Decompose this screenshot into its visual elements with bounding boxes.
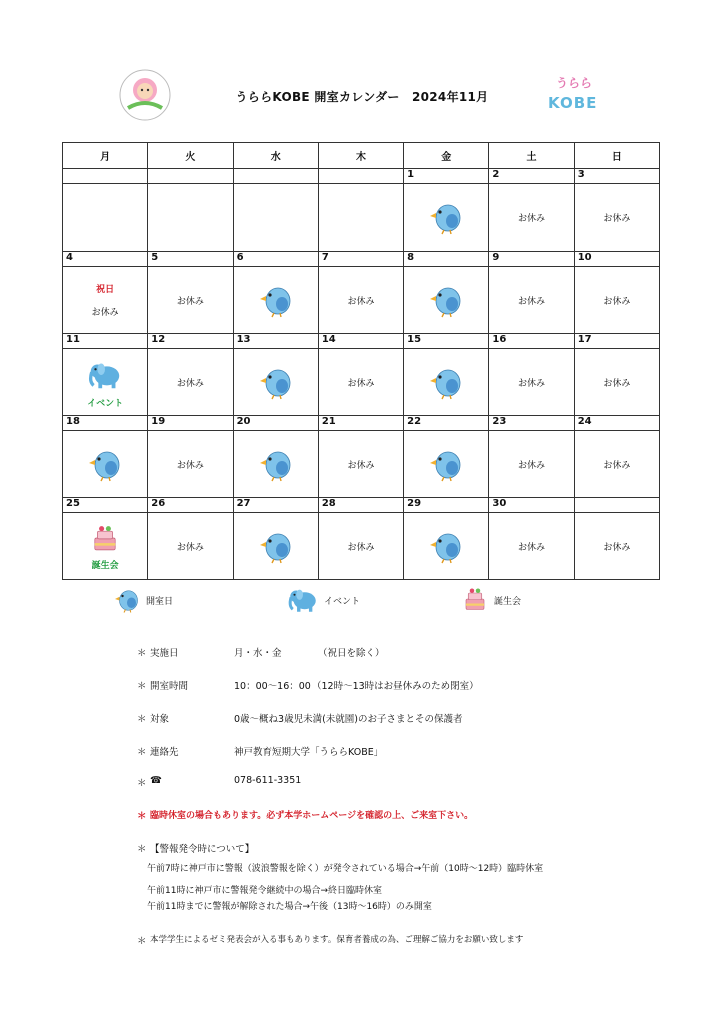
info-tel-value: 078-611-3351 (234, 775, 302, 786)
info-hours-note: （12時～13時はお昼休みのため閉室） (312, 681, 479, 692)
date-number: 5 (148, 252, 233, 267)
day-cell (233, 267, 318, 334)
day-content-row (63, 513, 660, 580)
legend-event-label: イベント (324, 596, 361, 607)
date-number-row (63, 252, 660, 267)
closed-label: お休み (603, 214, 631, 224)
closed-label: お休み (603, 378, 631, 389)
warning-line-3: 午前11時までに警報が解除された場合→午後（13時～16時）のみ開室 (147, 902, 432, 912)
closed-label: お休み (176, 378, 204, 389)
day-cell (489, 513, 574, 580)
date-number: 29 (404, 498, 489, 513)
day-cell (233, 513, 318, 580)
notice-star: ＊ (137, 811, 147, 822)
cake-icon (88, 521, 122, 558)
day-cell (233, 349, 318, 416)
closed-label: お休み (176, 296, 204, 307)
day-cell (404, 349, 489, 416)
info-contact-label: 連絡先 (150, 747, 179, 758)
logo-right-top: うらら (556, 76, 593, 90)
info-contact-value: 神戸教育短期大学「うららKOBE」 (234, 747, 384, 758)
bird-icon (256, 525, 296, 568)
date-number: 11 (63, 334, 148, 349)
weekday-sat: 土 (489, 143, 574, 169)
info-days-label: 実施日 (150, 648, 179, 659)
legend-open-day (108, 583, 173, 617)
day-cell (318, 431, 403, 498)
closed-label: お休み (176, 542, 204, 553)
date-number-row (63, 416, 660, 431)
date-number: 8 (404, 252, 489, 267)
date-number: 12 (148, 334, 233, 349)
day-content-row (63, 431, 660, 498)
day-cell (574, 267, 659, 334)
day-cell (148, 184, 233, 252)
day-cell (489, 184, 574, 252)
date-number (63, 169, 148, 184)
closed-label: お休み (603, 542, 631, 553)
date-number: 26 (148, 498, 233, 513)
closed-label: お休み (518, 542, 546, 553)
date-number: 24 (574, 416, 659, 431)
day-cell (574, 349, 659, 416)
info-target-label: 対象 (150, 714, 170, 725)
bird-icon (256, 279, 296, 322)
closed-label: お休み (91, 308, 119, 318)
closed-label: お休み (176, 460, 204, 471)
date-number: 13 (233, 334, 318, 349)
date-number: 27 (233, 498, 318, 513)
day-cell (489, 349, 574, 416)
closed-label: お休み (347, 296, 375, 307)
day-cell (233, 431, 318, 498)
date-number: 19 (148, 416, 233, 431)
day-cell (63, 184, 148, 252)
date-number-row (63, 334, 660, 349)
date-number: 15 (404, 334, 489, 349)
weekday-wed: 水 (233, 143, 318, 169)
date-number: 16 (489, 334, 574, 349)
day-cell (148, 267, 233, 334)
closed-label: お休み (518, 296, 546, 307)
info-contact-star: ＊ (137, 747, 147, 758)
bird-icon (426, 443, 466, 486)
elephant-icon (86, 355, 124, 396)
closed-label: お休み (518, 378, 546, 389)
page-title: うららKOBE 開室カレンダー 2024年11月 (235, 90, 489, 104)
warning-star: ＊ (137, 844, 147, 855)
day-cell (318, 349, 403, 416)
day-cell (489, 267, 574, 334)
day-cell (404, 184, 489, 252)
info-hours-star: ＊ (137, 681, 147, 692)
date-number: 9 (489, 252, 574, 267)
date-number: 10 (574, 252, 659, 267)
day-cell (404, 431, 489, 498)
elephant-icon (286, 582, 320, 619)
date-number: 28 (318, 498, 403, 513)
bird-icon (426, 525, 466, 568)
day-cell (318, 513, 403, 580)
date-number (233, 169, 318, 184)
day-cell (574, 431, 659, 498)
warning-line-1: 午前7時に神戸市に警報（波浪警報を除く）が発令されている場合→午前（10時～12時）臨時休室 (147, 864, 544, 874)
date-number (574, 498, 659, 513)
date-number: 14 (318, 334, 403, 349)
weekday-thu: 木 (318, 143, 403, 169)
date-number: 6 (233, 252, 318, 267)
legend-birthday-label: 誕生会 (494, 596, 522, 607)
day-cell (404, 267, 489, 334)
day-cell (148, 513, 233, 580)
footer-star: ＊ (137, 936, 147, 947)
bird-icon (426, 196, 466, 239)
closed-label: お休み (347, 542, 375, 553)
date-number: 21 (318, 416, 403, 431)
closed-label: お休み (347, 460, 375, 471)
legend (0, 583, 724, 617)
weekday-fri: 金 (404, 143, 489, 169)
date-number: 17 (574, 334, 659, 349)
date-number: 1 (404, 169, 489, 184)
day-cell (63, 267, 148, 334)
info-hours-value: 10：00～16：00 (234, 681, 311, 692)
info-target-value: 0歳～概ね3歳児未満(未就園)のお子さまとその保護者 (234, 714, 463, 725)
info-days-note: （祝日を除く） (318, 648, 385, 659)
urara-logo-right (548, 74, 598, 120)
calendar-table (62, 142, 660, 580)
day-cell (63, 431, 148, 498)
closed-label: お休み (603, 460, 631, 471)
phone-icon: ☎ (150, 775, 162, 786)
day-cell (574, 184, 659, 252)
warning-line-2: 午前11時に神戸市に警報発令継続中の場合→終日臨時休室 (147, 886, 382, 896)
day-cell (233, 184, 318, 252)
bird-icon (256, 443, 296, 486)
date-number-row (63, 169, 660, 184)
day-cell (63, 513, 148, 580)
date-number (148, 169, 233, 184)
date-number: 23 (489, 416, 574, 431)
day-content-row (63, 349, 660, 416)
info-hours-label: 開室時間 (150, 681, 189, 692)
closure-notice: 臨時休室の場合もあります。必ず本学ホームページを確認の上、ご来室下さい。 (150, 811, 474, 821)
date-number: 20 (233, 416, 318, 431)
date-number (318, 169, 403, 184)
bird-icon (112, 584, 142, 617)
birthday-label: 誕生会 (91, 561, 119, 571)
bird-icon (256, 361, 296, 404)
date-number: 25 (63, 498, 148, 513)
day-cell (404, 513, 489, 580)
closed-label: お休み (603, 296, 631, 307)
legend-event (282, 583, 360, 617)
weekday-header-row (63, 143, 660, 169)
closed-label: お休み (518, 214, 546, 224)
legend-birthday (456, 583, 521, 617)
day-cell (489, 431, 574, 498)
bird-icon (426, 279, 466, 322)
date-number: 18 (63, 416, 148, 431)
day-cell (574, 513, 659, 580)
event-label: イベント (87, 399, 124, 409)
logo-right-bottom: KOBE (548, 94, 598, 112)
closed-label: お休み (518, 460, 546, 471)
day-cell (318, 267, 403, 334)
day-cell (148, 431, 233, 498)
holiday-label: 祝日 (96, 285, 115, 295)
day-cell (148, 349, 233, 416)
bird-icon (85, 443, 125, 486)
date-number: 2 (489, 169, 574, 184)
date-number: 30 (489, 498, 574, 513)
day-cell (63, 349, 148, 416)
date-number: 22 (404, 416, 489, 431)
day-cell (318, 184, 403, 252)
bird-icon (426, 361, 466, 404)
weekday-mon: 月 (63, 143, 148, 169)
warning-title: 【警報発令時について】 (150, 844, 255, 855)
day-content-row (63, 267, 660, 334)
cake-icon (460, 584, 490, 617)
legend-open-label: 開室日 (146, 596, 174, 607)
info-days-star: ＊ (137, 648, 147, 659)
date-number-row (63, 498, 660, 513)
closed-label: お休み (347, 378, 375, 389)
footer-note: 本学学生によるゼミ発表会が入る事もあります。保育者養成の為、ご理解ご協力をお願い致します (150, 935, 524, 945)
weekday-tue: 火 (148, 143, 233, 169)
info-target-star: ＊ (137, 714, 147, 725)
date-number: 7 (318, 252, 403, 267)
info-tel-star: ＊ (137, 778, 147, 789)
info-days-value: 月・水・金 (234, 648, 282, 659)
date-number: 3 (574, 169, 659, 184)
day-content-row (63, 184, 660, 252)
weekday-sun: 日 (574, 143, 659, 169)
date-number: 4 (63, 252, 148, 267)
